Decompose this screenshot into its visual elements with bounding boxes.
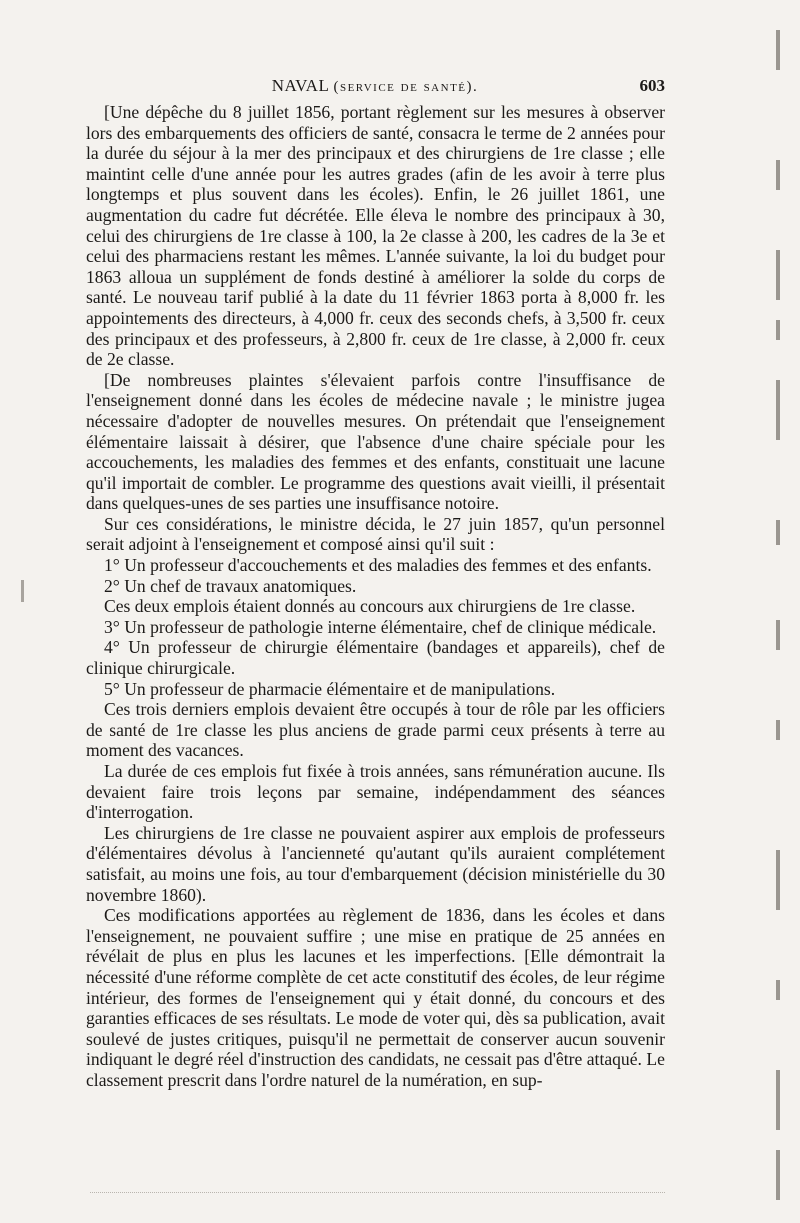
running-title-main: NAVAL [271, 76, 329, 95]
scan-mark [776, 520, 780, 545]
scan-mark [776, 380, 780, 440]
paragraph: La durée de ces emplois fut fixée à trois années, sans rémunération aucune. Ils devaient faire trois leçons par semaine, indépendamment des séances d'interrogation. [86, 761, 665, 823]
running-title-sub: (service de santé). [333, 79, 479, 95]
scan-mark [776, 980, 780, 1000]
left-scan-mark [21, 580, 24, 602]
list-item: 3° Un professeur de pathologie interne élémentaire, chef de clinique médicale. [104, 616, 657, 637]
paragraph: Ces trois derniers emplois devaient être occupés à tour de rôle par les officiers de santé de 1re classe les plus anciens de grade parmi ceux présents à terre au moment des vacances. [86, 699, 665, 761]
list-item: 1° Un professeur d'accouchements et des maladies des femmes et des enfants. [104, 555, 652, 576]
scan-mark [776, 1150, 780, 1200]
list-item: 2° Un chef de travaux anatomiques. [104, 575, 357, 596]
paragraph: Sur ces considérations, le ministre décida, le 27 juin 1857, qu'un personnel serait adjoint à l'enseignement et composé ainsi qu'il suit : [86, 513, 665, 555]
list-item: 4° Un professeur de chirurgie élémentaire (bandages et appareils), chef de clinique chirurgicale. [86, 637, 665, 679]
body-text [86, 102, 665, 1091]
scan-mark [776, 320, 780, 340]
bottom-scan-rule [90, 1192, 665, 1194]
scan-mark [776, 620, 780, 650]
scan-mark [776, 250, 780, 300]
paragraph: Ces deux emplois étaient donnés au concours aux chirurgiens de 1re classe. [104, 596, 636, 617]
paragraph: [De nombreuses plaintes s'élevaient parfois contre l'insuffisance de l'enseignement donné dans les écoles de médecine navale ; le ministre jugea nécessaire d'adopter de nouvelles mesures. On prétendait que l'enseignement élémentaire laissait à désirer, que l'absence d'une chaire spéciale pour les accouchements, les maladies des femmes et des enfants, constituait une lacune qu'il importait de combler. Le programme des questions avait vieilli, il présentait dans quelques-unes de ses parties une insuffisance notoire. [86, 369, 665, 514]
running-header [85, 76, 665, 100]
scan-mark [776, 30, 780, 70]
paragraph: Ces modifications apportées au règlement de 1836, dans les écoles et dans l'enseignement, ne pouvaient suffire ; une mise en pratique de 25 années en révélait de plus en plus les lacunes et les imperfections. [Elle démontrait la nécessité d'une réforme complète de cet acte constitutif des écoles, de leur régime intérieur, des formes de l'enseignement qui y était donné, du concours et des garanties efficaces de ses résultats. Le mode de voter qui, dès sa publication, avait soulevé de justes critiques, puisqu'il ne permettait de conserver aucun souvenir indiquant le degré réel d'instruction des candidats, ne cessait pas d'être attaqué. Le classement prescrit dans l'ordre naturel de la numération, en sup- [86, 905, 665, 1090]
right-margin-scan-marks [772, 20, 786, 1200]
page-number: 603 [639, 76, 665, 95]
paragraph: Les chirurgiens de 1re classe ne pouvaient aspirer aux emplois de professeurs d'élémentaires dévolus à l'ancienneté qu'autant qu'ils auraient complétement satisfait, au moins une fois, au tour d'embarquement (décision ministérielle du 30 novembre 1860). [86, 822, 665, 905]
running-title [85, 76, 665, 96]
paragraph: [Une dépêche du 8 juillet 1856, portant règlement sur les mesures à observer lors des embarquements des officiers de santé, consacra le terme de 2 années pour la durée du séjour à la mer des principaux et des chirurgiens de 1re classe ; elle maintint celle d'une année pour les autres grades (afin de les avoir à terre plus longtemps et plus souvent dans les écoles). Enfin, le 26 juillet 1861, une augmentation du cadre fut décrétée. Elle éleva le nombre des principaux à 30, celui des chirurgiens de 1re classe à 100, la 2e classe à 200, les cadres de la 3e et celui des pharmaciens restant les mêmes. L'année suivante, la loi du budget pour 1863 alloua un supplément de fonds destiné à améliorer la solde du corps de santé. Le nouveau tarif publié à la date du 11 février 1863 porta à 8,000 fr. les appointements des directeurs, à 4,000 fr. ceux des seconds chefs, à 3,500 fr. ceux des principaux et des professeurs, à 2,800 fr. ceux de 1re classe, à 2,000 fr. ceux de 2e classe. [86, 102, 665, 370]
scan-mark [776, 160, 780, 190]
scan-mark [776, 1070, 780, 1130]
scan-mark [776, 850, 780, 910]
list-item: 5° Un professeur de pharmacie élémentaire et de manipulations. [104, 678, 556, 699]
scan-mark [776, 720, 780, 740]
